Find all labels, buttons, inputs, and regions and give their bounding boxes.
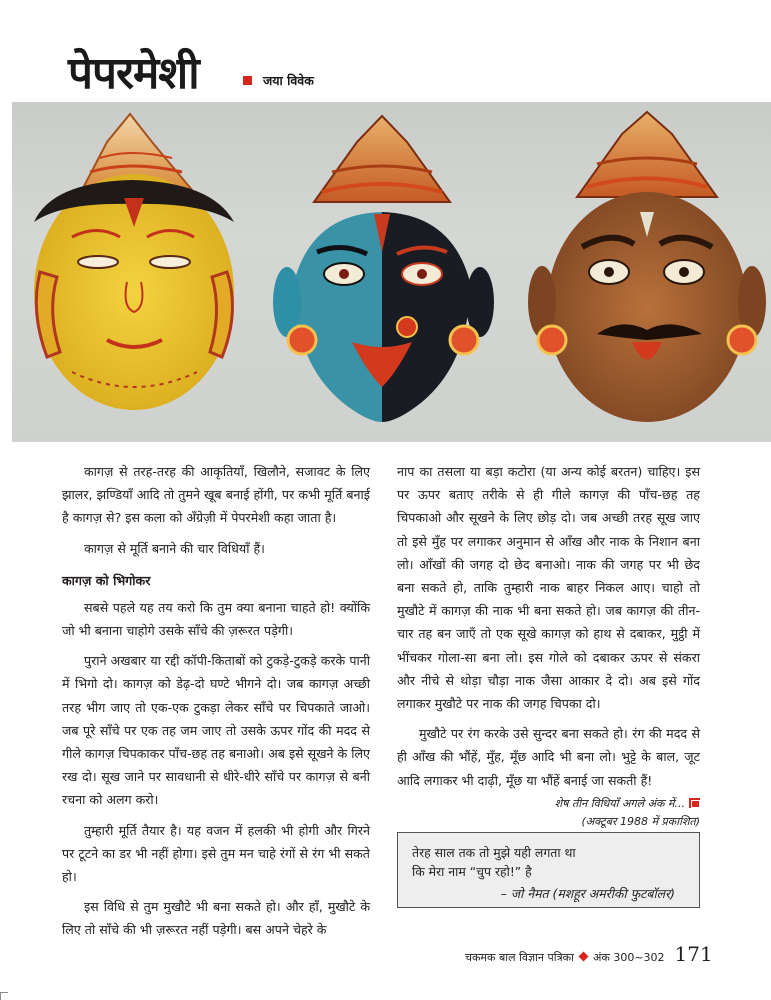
article-column-left — [62, 460, 370, 949]
section-heading: कागज़ को भिगोकर — [62, 572, 151, 588]
paragraph: कागज़ से मूर्ति बनाने की चार विधियाँ हैं। — [84, 540, 265, 556]
author-name: जया विवेक — [263, 73, 314, 88]
author-byline — [243, 72, 314, 89]
paragraph: कागज़ से तरह-तरह की आकृतियाँ, खिलौने, सजावट के लिए झालर, झण्डियाँ आदि तो तुमने खूब बनाई होंगी, पर कभी मूर्ति बनाई है कागज़ से? इस कला को अँग्रेज़ी में पेपरमेशी कहा जाता है। — [62, 464, 370, 526]
bullet-square-icon — [243, 76, 252, 85]
quote-line: तेरह साल तक तो मुझे यही लगता था — [412, 845, 576, 860]
magazine-name: चकमक बाल विज्ञान पत्रिका — [465, 951, 574, 964]
paragraph: नाप का तसला या बड़ा कटोरा (या अन्य कोई बरतन) चाहिए। इस पर ऊपर बताए तरीके से ही गीले कागज़ की पाँच-छह तह चिपकाओ और सूखने के लिए छोड़ दो। जब अच्छी तरह सूख जाए तो इसे मुँह पर लगाकर अनुमान से आँख और नाक के निशान बना लो। आँखों की जगह दो छेद बनाओ। नाक की जगह पर भी छेद बना सकते हो, ताकि तुम्हारी नाक बाहर निकल आए। चाहो तो मुखौटे में कागज़ की नाक भी बना सकते हो। जब कागज़ की तीन-चार तह बन जाएँ तो एक सूखे कागज़ को हाथ से दबाकर, मुट्ठी में भींचकर गोला-सा बना लो। इस गोले को दबाकर ऊपर से संकरा और नीचे से थोड़ा चौड़ा नाक जैसा आकार दे दो। अब इसे गोंद लगाकर मुखौटे पर नाक की जगह चिपका दो। — [397, 464, 700, 712]
paragraph: पुराने अखबार या रद्दी कॉपी-किताबों को टुकड़े-टुकड़े करके पानी में भिगो दो। कागज़ को डेढ़-दो घण्टे भीगने दो। जब कागज़ अच्छी तरह भीग जाए तो एक-एक टुकड़ा लेकर साँचे पर चिपकाते जाओ। जब पूरे साँचे पर एक तह जम जाए तो उसके ऊपर गोंद की मदद से गीले कागज़ चिपकाकर पाँच-छह तह बनाओ। अब इसे सूखने के लिए रख दो। सूख जाने पर सावधानी से धीरे-धीरे साँचे पर कागज़ से बनी रचना को अलग करो। — [62, 653, 370, 808]
continued-text: शेष तीन विधियाँ अगले अंक में... — [554, 796, 685, 810]
end-mark-icon — [689, 798, 700, 808]
quote-attribution: – जो नैमत (मशहूर अमरीकी फुटबॉलर) — [500, 886, 675, 901]
article-column-right — [397, 460, 700, 831]
page-footer — [465, 942, 713, 966]
masks-photo — [12, 102, 771, 442]
yellow-mask — [34, 114, 234, 410]
brown-mask — [528, 112, 766, 422]
diamond-icon — [579, 952, 589, 962]
crop-mark — [0, 992, 8, 1000]
paragraph: तुम्हारी मूर्ति तैयार है। यह वजन में हलकी भी होगी और गिरने पर टूटने का डर भी नहीं होगा। इसे तुम मन चाहे रंगों से रंग भी सकते हो। — [62, 822, 370, 885]
paragraph: सबसे पहले यह तय करो कि तुम क्या बनाना चाहते हो! क्योंकि जो भी बनाना चाहोगे उसके साँचे की ज़रूरत पड़ेगी। — [62, 599, 370, 639]
article-title: पेपरमेशी — [68, 48, 199, 99]
paragraph: मुखौटे पर रंग करके उसे सुन्दर बना सकते हो। रंग की मदद से ही आँख की भौंहें, मुँह, मूँछ आदि भी बना लो। भुट्टे के बाल, जूट आदि लगाकर भी दाढ़ी, मूँछ या भौंहें बनाई जा सकती हैं! — [397, 726, 700, 788]
published-note: (अक्टूबर 1988 में प्रकाशित) — [581, 814, 700, 828]
continued-note — [397, 795, 700, 813]
blue-black-mask — [273, 116, 494, 422]
page-number: 171 — [674, 942, 713, 966]
quote-box — [397, 832, 700, 908]
quote-line: कि मेरा नाम “चुप रहो!” है — [412, 864, 532, 879]
issue-number: अंक 300~302 — [592, 951, 665, 964]
paragraph: इस विधि से तुम मुखौटे भी बना सकते हो। और हाँ, मुखौटे के लिए तो साँचे की भी ज़रूरत नहीं पड़ेगी। बस अपने चेहरे के — [62, 899, 370, 938]
